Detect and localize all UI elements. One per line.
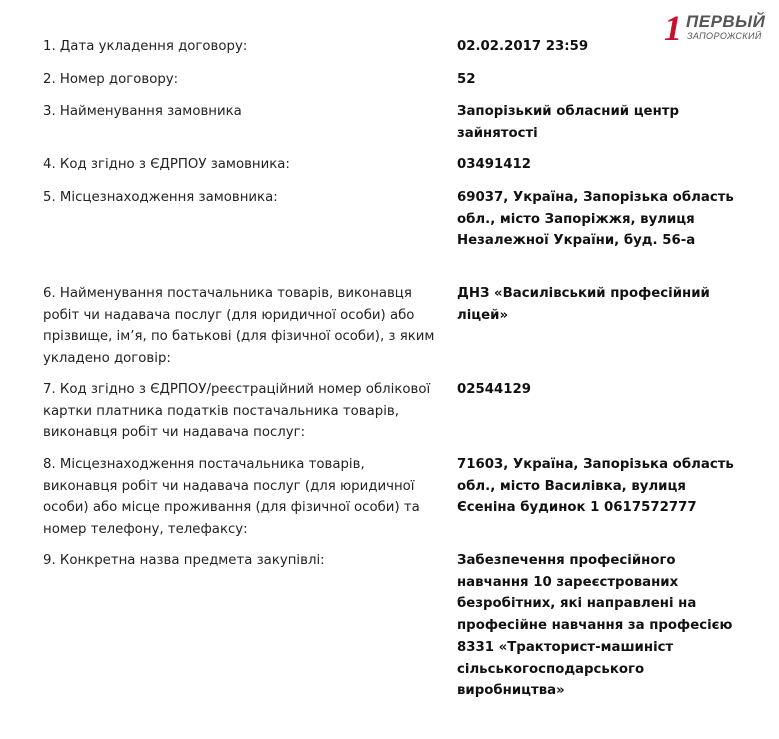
logo-subtitle: ЗАПОРОЖСКИЙ	[687, 31, 762, 41]
detail-row-number	[0, 69, 779, 101]
detail-label: 9. Конкретна назва предмета закупівлі:	[43, 553, 325, 568]
detail-value: Запорізький обласний центр зайнятості	[457, 104, 679, 141]
detail-row-supplier	[0, 283, 779, 379]
detail-label: 8. Місцезнаходження постачальника товарів, виконавця робіт чи надавача послуг (для юридичної особи) або місце проживання (для фізичної особи) та номер телефону, телефаксу:	[43, 457, 420, 538]
detail-value: 03491412	[457, 157, 532, 172]
detail-label: 3. Найменування замовника	[43, 104, 242, 119]
detail-label: 1. Дата укладення договору:	[43, 39, 248, 54]
detail-label: 5. Місцезнаходження замовника:	[43, 190, 278, 205]
detail-label: 7. Код згідно з ЄДРПОУ/реєстраційний номер облікової картки платника податків постачальника товарів, виконавця робіт чи надавача послуг:	[43, 382, 431, 441]
detail-value: 52	[457, 72, 476, 87]
detail-row-date	[0, 36, 779, 69]
detail-value: 02.02.2017 23:59	[457, 39, 589, 54]
logo-title: ПЕРВЫЙ	[686, 12, 766, 31]
detail-row-subject	[0, 550, 779, 702]
detail-row-customer	[0, 101, 779, 154]
detail-row-customer-code	[0, 154, 779, 187]
detail-row-supplier-code	[0, 379, 779, 454]
detail-row-supplier-address	[0, 454, 779, 550]
detail-value: Забезпечення професійного навчання 10 зареєстрованих безробітних, які направлені на професійне навчання за професією 8331 «Тракторист-машиніст сільськогосподарського виробництва»	[457, 553, 733, 699]
detail-value: 02544129	[457, 382, 532, 397]
detail-label: 6. Найменування постачальника товарів, виконавця робіт чи надавача послуг (для юридичної особи) або прізвище, ім’я, по батькові (для фізичної особи), з яким укладено договір:	[43, 286, 435, 367]
contract-details	[0, 36, 779, 702]
logo-number: 1	[664, 8, 682, 48]
detail-value: 71603, Україна, Запорізька область обл., місто Василівка, вулиця Єсеніна будинок 1 0617572777	[457, 457, 734, 516]
detail-row-customer-address	[0, 187, 779, 283]
detail-value: ДНЗ «Василівський професійний ліцей»	[457, 286, 710, 323]
detail-label: 2. Номер договору:	[43, 72, 179, 87]
detail-label: 4. Код згідно з ЄДРПОУ замовника:	[43, 157, 290, 172]
detail-value: 69037, Україна, Запорізька область обл., місто Запоріжжя, вулиця Незалежної України, буд. 56-а	[457, 190, 734, 249]
